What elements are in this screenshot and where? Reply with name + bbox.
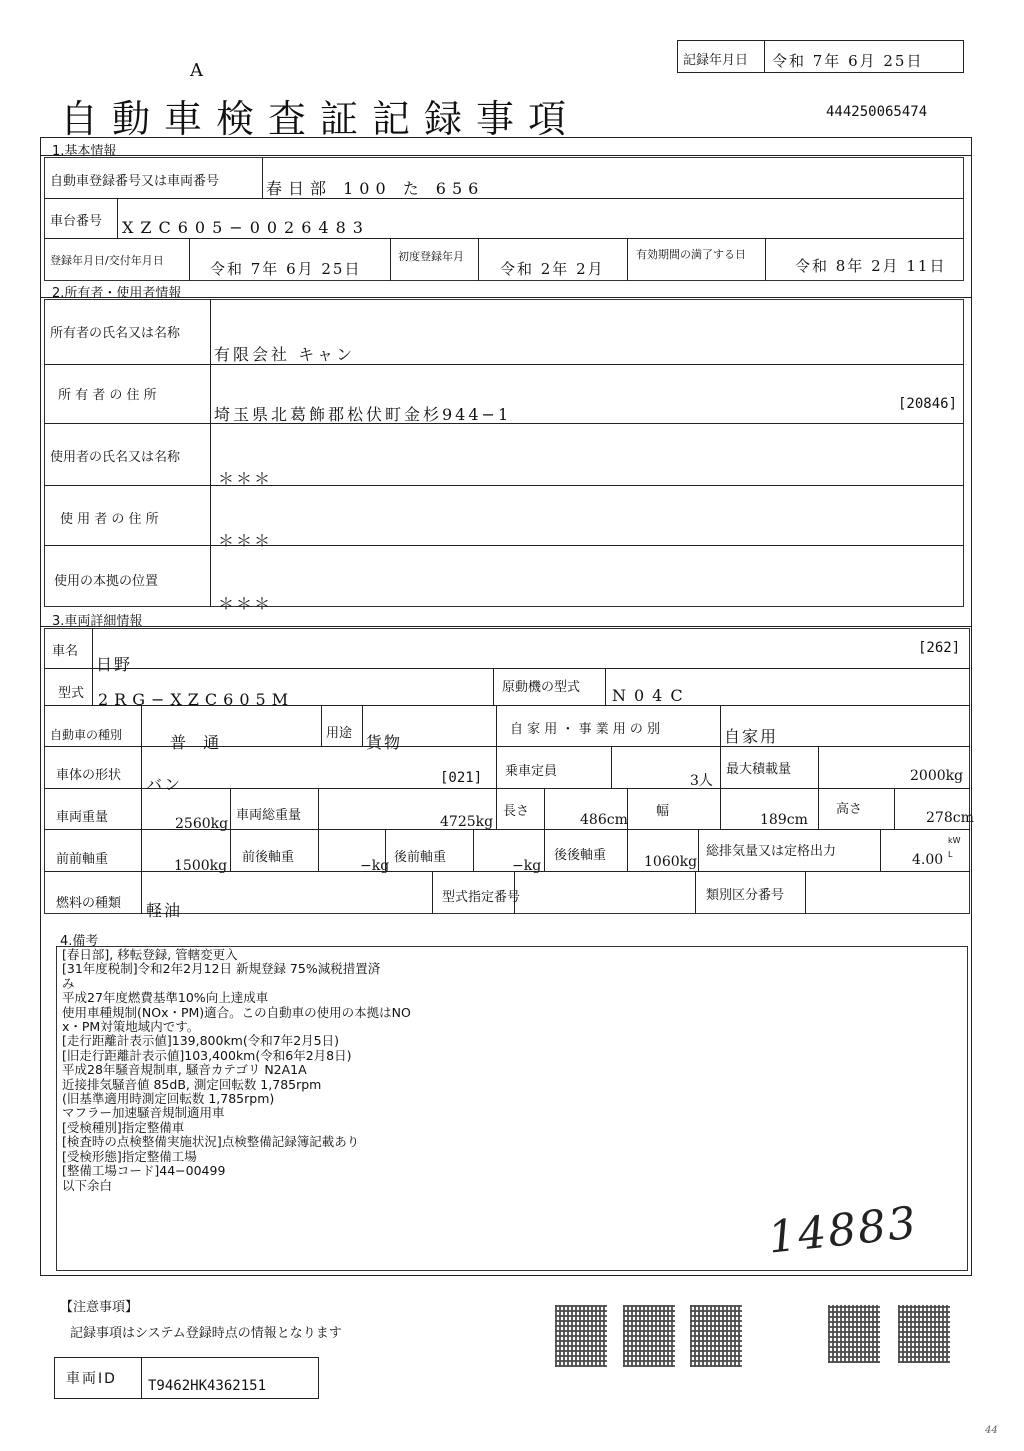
record-date-label: 記録年月日: [683, 53, 749, 68]
user-addr-value: ＊＊＊: [218, 531, 273, 550]
owner-addr-value: 埼玉県北葛飾郡松伏町金杉944−1: [214, 405, 512, 424]
height-value: 278cm: [926, 810, 974, 826]
handwritten-number: 14883: [765, 1197, 921, 1264]
reg-no-label: 自動車登録番号又は車両番号: [50, 174, 220, 189]
remark-line: [31年度税制]令和2年2月12日 新規登録 75%減税措置済: [62, 961, 381, 977]
qr-code-5: [898, 1305, 950, 1363]
disp-value: 4.00: [912, 852, 944, 868]
section-remarks-title: 4.備考: [60, 934, 99, 949]
private-label: 自 家 用 ・ 事 業 用 の 別: [510, 722, 661, 737]
body-value: バン: [146, 775, 183, 794]
notice-text: 記録事項はシステム登録時点の情報となります: [70, 1326, 342, 1341]
user-addr-label: 使 用 者 の 住 所: [60, 512, 159, 527]
length-value: 486cm: [580, 812, 628, 828]
remark-line: み: [62, 975, 75, 991]
qr-code-3: [690, 1305, 742, 1367]
remark-line: [整備工場コード]44−00499: [62, 1163, 226, 1179]
vehicle-id-label: 車両ID: [66, 1371, 117, 1387]
doc-number: 444250065474: [826, 104, 928, 120]
ff-value: 1500kg: [174, 858, 228, 874]
fr-value: −kg: [360, 858, 390, 874]
width-label: 幅: [656, 804, 670, 819]
disp-unit: kW L: [948, 836, 961, 859]
issue-date-label: 登録年月日/交付年月日: [50, 254, 164, 267]
expiry-label: 有効期間の満了する日: [636, 248, 746, 261]
qr-code-4: [828, 1305, 880, 1363]
model-value: 2RG−XZC605M: [98, 690, 295, 709]
reg-no-value: 春日部 100 た 656: [266, 179, 485, 198]
use-label: 用途: [326, 726, 353, 741]
remark-line: x・PM対策地域内です。: [62, 1019, 200, 1035]
maxload-value: 2000kg: [910, 768, 964, 784]
user-name-value: ＊＊＊: [218, 469, 273, 488]
ff-label: 前前軸重: [56, 852, 109, 867]
name-code: [262]: [918, 640, 961, 656]
rf-value: −kg: [512, 858, 542, 874]
remark-line: マフラー加速騒音規制適用車: [62, 1105, 225, 1121]
remark-line: 平成28年騒音規制車, 騒音カテゴリ N2A1A: [62, 1062, 307, 1078]
first-reg-label: 初度登録年月: [398, 250, 464, 263]
gross-label: 車両総重量: [236, 808, 302, 823]
owner-addr-label: 所 有 者 の 住 所: [58, 388, 157, 403]
corner-letter: A: [190, 60, 203, 81]
remark-line: [走行距離計表示値]139,800km(令和7年2月5日): [62, 1033, 339, 1049]
length-label: 長さ: [503, 804, 530, 819]
maxload-label: 最大積載量: [726, 762, 792, 777]
expiry-value: 令和 8年 2月 11日: [795, 257, 947, 275]
kind-label: 自動車の種別: [50, 728, 123, 742]
remark-line: [春日部], 移転登録, 管轄変更入: [62, 947, 238, 962]
notice-title: 【注意事項】: [60, 1300, 139, 1315]
capacity-label: 乗車定員: [505, 764, 558, 779]
owner-name-value: 有限会社 キャン: [214, 345, 356, 364]
remark-line: [検査時の点検整備実施状況]点検整備記録簿記載あり: [62, 1134, 360, 1150]
type-no-label: 型式指定番号: [442, 890, 521, 905]
owner-addr-code: [20846]: [898, 396, 958, 412]
model-label: 型式: [58, 686, 85, 701]
weight-value: 2560kg: [175, 816, 229, 832]
height-label: 高さ: [836, 802, 863, 817]
issue-date-value: 令和 7年 6月 25日: [210, 260, 362, 278]
name-label: 車名: [52, 644, 79, 659]
qr-code-1: [555, 1305, 607, 1367]
use-value: 貨物: [366, 733, 403, 752]
first-reg-value: 令和 2年 2月: [500, 260, 605, 278]
body-label: 車体の形状: [56, 768, 122, 783]
width-value: 189cm: [760, 812, 808, 828]
engine-label: 原動機の型式: [502, 680, 581, 695]
base-label: 使用の本拠の位置: [54, 574, 159, 589]
rr-label: 後後軸重: [554, 848, 607, 863]
qr-code-2: [623, 1305, 675, 1367]
section-basic-title: 1.基本情報: [52, 144, 117, 159]
remark-line: 使用車種規制(NOx・PM)適合。この自動車の使用の本拠はNO: [62, 1004, 411, 1020]
owner-name-label: 所有者の氏名又は名称: [50, 326, 181, 341]
remark-line: 近接排気騒音値 85dB, 測定回転数 1,785rpm: [62, 1076, 322, 1092]
remark-line: 平成27年度燃費基準10%向上達成車: [62, 990, 269, 1006]
class-label: 類別区分番号: [706, 888, 785, 903]
fuel-value: 軽油: [146, 901, 183, 920]
section-vehicle-title: 3.車両詳細情報: [52, 614, 143, 629]
capacity-value: 3人: [690, 773, 713, 789]
name-value: 日野: [96, 655, 133, 674]
page-mark: 44: [985, 1425, 998, 1436]
user-name-label: 使用者の氏名又は名称: [50, 450, 181, 465]
remark-line: 以下余白: [62, 1177, 113, 1193]
remark-line: [受検形態]指定整備工場: [62, 1148, 197, 1164]
private-value: 自家用: [724, 727, 779, 746]
record-date-value: 令和 7年 6月 25日: [772, 52, 924, 70]
remark-line: [受検種別]指定整備車: [62, 1119, 185, 1135]
remark-line: (旧基準適用時測定回転数 1,785rpm): [62, 1091, 275, 1107]
base-value: ＊＊＊: [218, 594, 273, 613]
weight-label: 車両重量: [56, 810, 109, 825]
gross-value: 4725kg: [440, 814, 494, 830]
section-owner-title: 2.所有者・使用者情報: [52, 286, 182, 301]
rf-label: 後前軸重: [394, 850, 447, 865]
chassis-value: XZC605−0026483: [122, 218, 370, 237]
rr-value: 1060kg: [644, 854, 698, 870]
fuel-label: 燃料の種類: [56, 896, 122, 911]
body-code: [021]: [440, 770, 483, 786]
page-title: 自動車検査証記録事項: [60, 97, 581, 141]
engine-value: N04C: [612, 686, 691, 705]
vehicle-id-value: T9462HK4362151: [148, 1378, 267, 1394]
fr-label: 前後軸重: [242, 850, 295, 865]
remarks-list: [62, 948, 517, 1193]
disp-label: 総排気量又は定格出力: [706, 844, 837, 859]
kind-value: 普 通: [170, 733, 226, 752]
chassis-label: 車台番号: [50, 214, 103, 229]
remark-line: [旧走行距離計表示値]103,400km(令和6年2月8日): [62, 1047, 352, 1063]
